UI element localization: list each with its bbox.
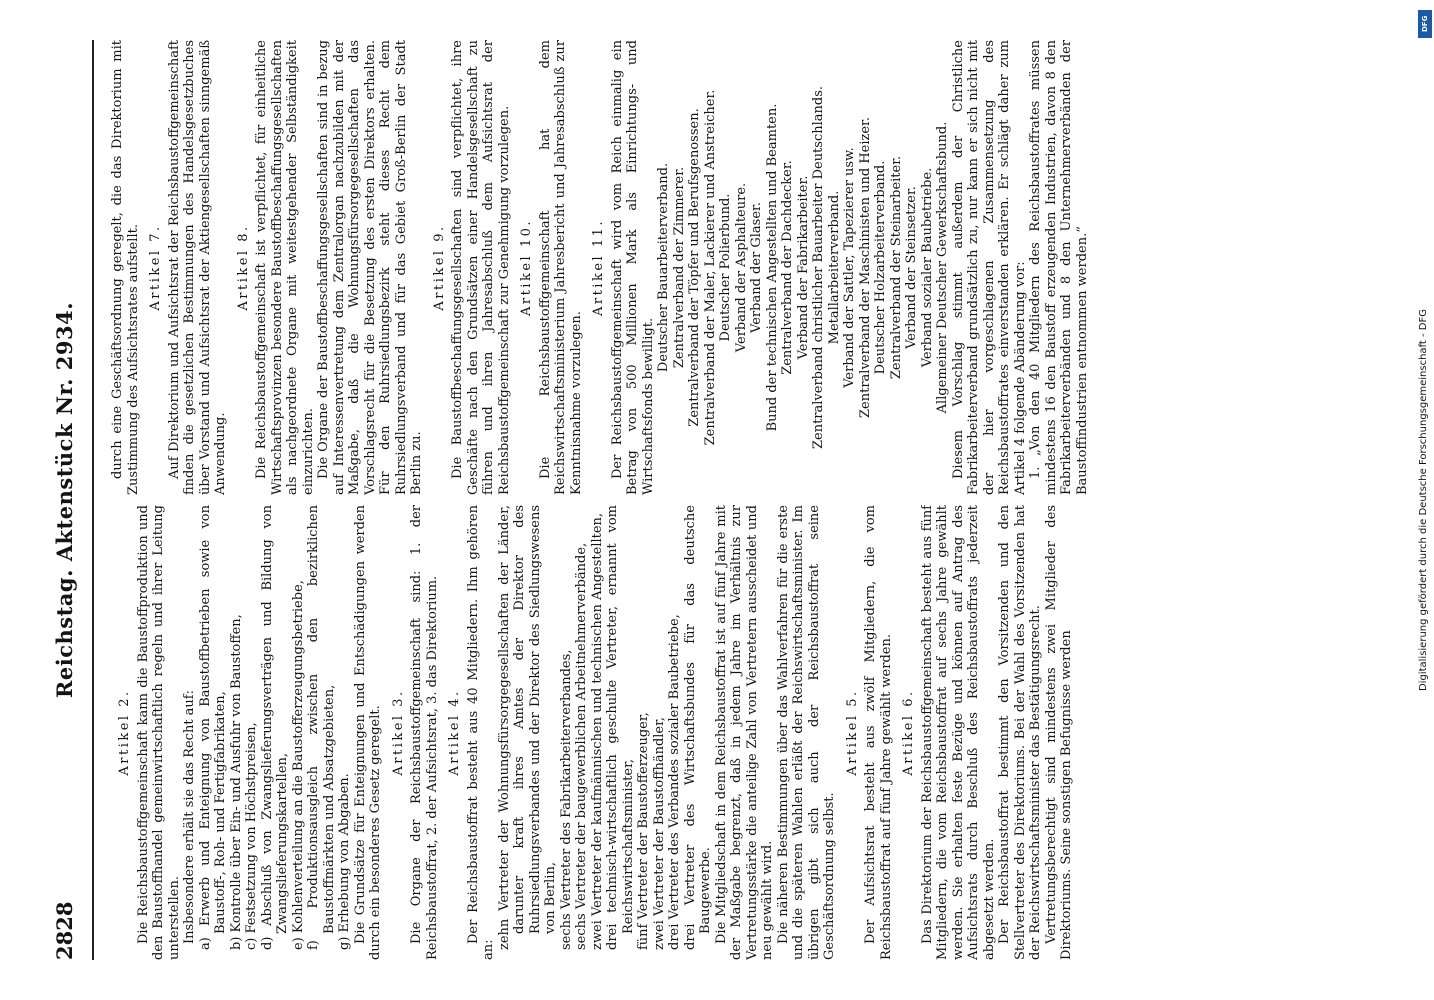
signatory-line: Zentralverband der Maler, Lackierer und Anstreicher. xyxy=(702,89,718,446)
list-item: c) Festsetzung von Höchstpreisen, xyxy=(244,722,259,950)
list-item: f) Produktionsausgleich zwischen den bezirklichen Baustoffmärkten und Absatzgebieten, xyxy=(306,505,337,950)
signatory-line: Verband der Fabrikarbeiter. xyxy=(795,175,811,360)
signatory-line: Zentralverband der Dachdecker. xyxy=(780,160,795,375)
signatory-line: Allgemeiner Deutscher Gewerkschaftsbund. xyxy=(935,121,950,414)
paragraph: Die näheren Bestimmungen über das Wahlverfahren für die erste und die späteren Wahlen erläßt der Reichswirtschaftsminister. Im übrigen gibt sich auch der Reichsbaustoffrat seine Geschäftsordnung selbst. xyxy=(775,505,837,960)
running-head xyxy=(52,40,86,960)
article-heading: Artikel 6. xyxy=(901,689,916,776)
paragraph: Die Baustoffbeschaffungsgesellschaften sind verpflichtet, ihre Geschäfte nach den Grundsätzen einer Handelsgesellschaft zu führen und ihren Jahresabschluß dem Aufsichtsrat der Reichsbaustoffgemeinschaft zur Genehmigung vorzulegen. xyxy=(450,40,512,495)
list-item: fünf Vertreter der Baustofferzeuger, xyxy=(636,712,651,950)
page-number: 2828 xyxy=(52,901,77,960)
paragraph: Der Reichsbaustoffrat besteht aus 40 Mitgliedern. Ihm gehören an: xyxy=(465,505,496,960)
paragraph: Auf Direktorium und Aufsichtsrat der Reichsbaustoffgemeinschaft finden die gesetzlichen Bestimmungen des Handelsgesetzbuches über Vorstand und Aufsichtsrat der Aktiengesellschaften sinngemäß Anwendung. xyxy=(166,40,228,495)
signatory-line: Deutscher Bauarbeiterverband. xyxy=(656,162,671,373)
list-item: e) Kohlenverteilung an die Baustofferzeugungsbetriebe, xyxy=(290,580,306,950)
signatory-line: Metallarbeiterverband. xyxy=(826,190,842,345)
list-item: drei Vertreter des Verbandes sozialer Baubetriebe, xyxy=(667,614,682,950)
paragraph: Die Grundsätze für Enteignungen und Entschädigungen werden durch ein besonderes Gesetz geregelt. xyxy=(352,505,383,960)
paragraph: Die Organe der Baustoffbeschaffungsgesellschaften sind in bezug auf Interessenvertretung dem Zentralorgan nachzubilden mit der Maßgabe, daß die Wohnungsfürsorgegesellschaften das Vorschlagsrecht für die Besetzung des ersten Direktors erhalten. Für den Ruhrsiedlungsbezirk steht dieses Recht dem Ruhrsiedlungsverband und für das Gebiet Groß-Berlin der Stadt Berlin zu. xyxy=(316,40,424,495)
list-item: zwei Vertreter der kaufmännischen und technischen Angestellten, xyxy=(589,512,605,950)
dfg-logo: DFG xyxy=(1418,10,1432,38)
signatory-line: Verband sozialer Baubetriebe. xyxy=(919,167,935,368)
article-heading: Artikel 4. xyxy=(447,689,462,776)
header-title: Reichstag. Aktenstück Nr. 2934. xyxy=(52,301,77,699)
signatory-line: Deutscher Holzarbeiterverband. xyxy=(873,160,888,375)
list-item: b) Kontrolle über Ein- und Ausfuhr von Baustoffen, xyxy=(228,614,244,950)
list-item: zehn Vertreter der Wohnungsfürsorgegesellschaften der Länder, darunter kraft ihres Amtes der Direktor des Ruhrsiedlungsverbandes und der Direktor des Siedlungswesens von Berlin, xyxy=(496,505,558,950)
header-rule xyxy=(92,40,94,960)
list-item: d) Abschluß von Zwangslieferungsverträgen und Bildung von Zwangslieferungskartellen, xyxy=(259,505,290,950)
paragraph: Die Mitgliedschaft in dem Reichsbaustoffrat ist auf fünf Jahre mit der Maßgabe begrenzt, daß in jedem Jahre im Verhältnis zur Vertretungsstärke die anteilige Zahl von Vertretern ausscheidet und neu gewählt wird. xyxy=(713,505,775,960)
paragraph: durch eine Geschäftsordnung geregelt, die das Direktorium mit Zustimmung des Aufsichtsrates aufstellt. xyxy=(110,40,141,495)
list-item: sechs Vertreter des Fabrikarbeiterverbandes, xyxy=(558,649,574,950)
signatory-line: Verband der Asphalteure. xyxy=(733,182,749,353)
list-item: g) Erhebung von Abgaben. xyxy=(337,773,352,950)
left-column xyxy=(110,505,1305,960)
paragraph: Die Reichsbaustoffgemeinschaft kann die Baustoffproduktion und den Baustoffhandel gemeinwirtschaftlich regeln und ihrer Leitung unterstellen. xyxy=(135,505,182,960)
signatory-line: Deutscher Polierbund. xyxy=(718,193,733,342)
article-heading: Artikel 5. xyxy=(844,689,860,776)
article-heading: Artikel 11. xyxy=(591,218,606,317)
funding-notice: Digitalisierung gefördert durch die Deutsche Forschungsgemeinschaft - DFG xyxy=(1418,309,1429,692)
article-heading: Artikel 9. xyxy=(431,224,447,311)
paragraph: Das Direktorium der Reichsbaustoffgemeinschaft besteht aus fünf Mitgliedern, die vom Reichsbaustoffrat auf sechs Jahre gewählt werden. Sie erhalten feste Bezüge und können auf Antrag des Aufsichtsrats durch Beschluß des Reichsbaustoffrats jederzeit abgesetzt werden. xyxy=(919,505,997,960)
signatory-line: Zentralverband der Steinarbeiter. xyxy=(888,155,904,380)
article-heading: Artikel 8. xyxy=(235,224,251,311)
paragraph: Der Reichsbaustoffgemeinschaft wird vom Reich einmalig ein Betrag von 500 Millionen Mark als Einrichtungs- und Wirtschaftsfonds bewilligt. xyxy=(609,40,656,495)
right-column xyxy=(110,40,1305,495)
article-heading: Artikel 10. xyxy=(519,218,534,317)
signatory-line: Verband der Glaser. xyxy=(749,202,764,333)
list-item: sechs Vertreter der baugewerblichen Arbeitnehmerverbände, xyxy=(574,542,589,950)
article-heading: Artikel 2. xyxy=(117,689,132,776)
signatory-line: Bund der technischen Angestellten und Beamten. xyxy=(764,103,780,432)
paragraph: Der Aufsichtsrat besteht aus zwölf Mitgliedern, die vom Reichsbaustoffrat auf fünf Jahre gewählt werden. xyxy=(863,505,894,960)
signatory-line: Zentralverband der Maschinisten und Heizer. xyxy=(857,117,873,418)
paragraph: Der Reichsbaustoffrat bestimmt den Vorsitzenden und den Stellvertreter des Direktoriums. Bei der Wahl des Vorsitzenden hat der Reichswirtschaftsminister das Bestätigungsrecht. xyxy=(997,505,1043,960)
paragraph: Vertretungsberechtigt sind mindestens zwei Mitglieder des Direktoriums. Seine sonstigen Befugnisse werden xyxy=(1043,505,1074,960)
signatory-line: Zentralverband der Zimmerer. xyxy=(671,166,687,369)
paragraph: Die Reichsbaustoffgemeinschaft hat dem Reichswirtschaftsministerium Jahresbericht und Jahresabschluß zur Kenntnisnahme vorzulegen. xyxy=(537,40,584,495)
paragraph: Die Reichsbaustoffgemeinschaft ist verpflichtet, für einheitliche Wirtschaftsprovinzen besondere Baustoffbeschaffungsgesellschaften als nachgeordnete Organe mit weitestgehender Selbständigkeit einzurichten. xyxy=(254,40,316,495)
list-item: drei Vertreter des Wirtschaftsbundes für das deutsche Baugewerbe. xyxy=(682,505,713,950)
signatory-line: Zentralverband der Töpfer und Berufsgenossen. xyxy=(687,108,702,427)
signatory-line: Verband der Steinsetzer. xyxy=(904,186,919,349)
paragraph: Insbesondere erhält sie das Recht auf: xyxy=(182,689,197,944)
list-item: a) Erwerb und Enteignung von Baustoffbetrieben sowie von Baustoff-, Roh- und Fertigfabrikaten, xyxy=(197,505,228,950)
signatory-line: Verband der Sattler, Tapezierer usw. xyxy=(842,147,857,388)
article-heading: Artikel 3. xyxy=(390,689,406,776)
list-item: drei technisch-wirtschaftlich geschulte Vertreter, ernannt vom Reichswirtschaftsminister, xyxy=(605,505,636,950)
article-heading: Artikel 7. xyxy=(148,224,163,311)
paragraph: 1. „Von den 40 Mitgliedern des Reichsbaustoffrates müssen mindestens 16 den Baustoff erzeugenden Industrien, davon 8 den Fabrikarbeiterverbänden und 8 den Unternehmerverbänden der Baustoffindustrien entnommen werden.“ xyxy=(1028,40,1090,495)
paragraph: Die Organe der Reichsbaustoffgemeinschaft sind: 1. der Reichsbaustoffrat, 2. der Aufsichtsrat, 3. das Direktorium. xyxy=(409,505,440,960)
signatory-line: Zentralverband christlicher Bauarbeiter Deutschlands. xyxy=(811,85,826,450)
list-item: zwei Vertreter der Baustoffhändler, xyxy=(651,716,667,950)
paragraph: Diesem Vorschlag stimmt außerdem der Christliche Fabrikarbeiterverband grundsätzlich zu, nur kann er sich nicht mit der hier vorgeschlagenen Zusammensetzung des Reichsbaustoffrates einverstanden erklären. Er schlägt daher zum Artikel 4 folgende Abänderung vor: xyxy=(950,40,1028,495)
